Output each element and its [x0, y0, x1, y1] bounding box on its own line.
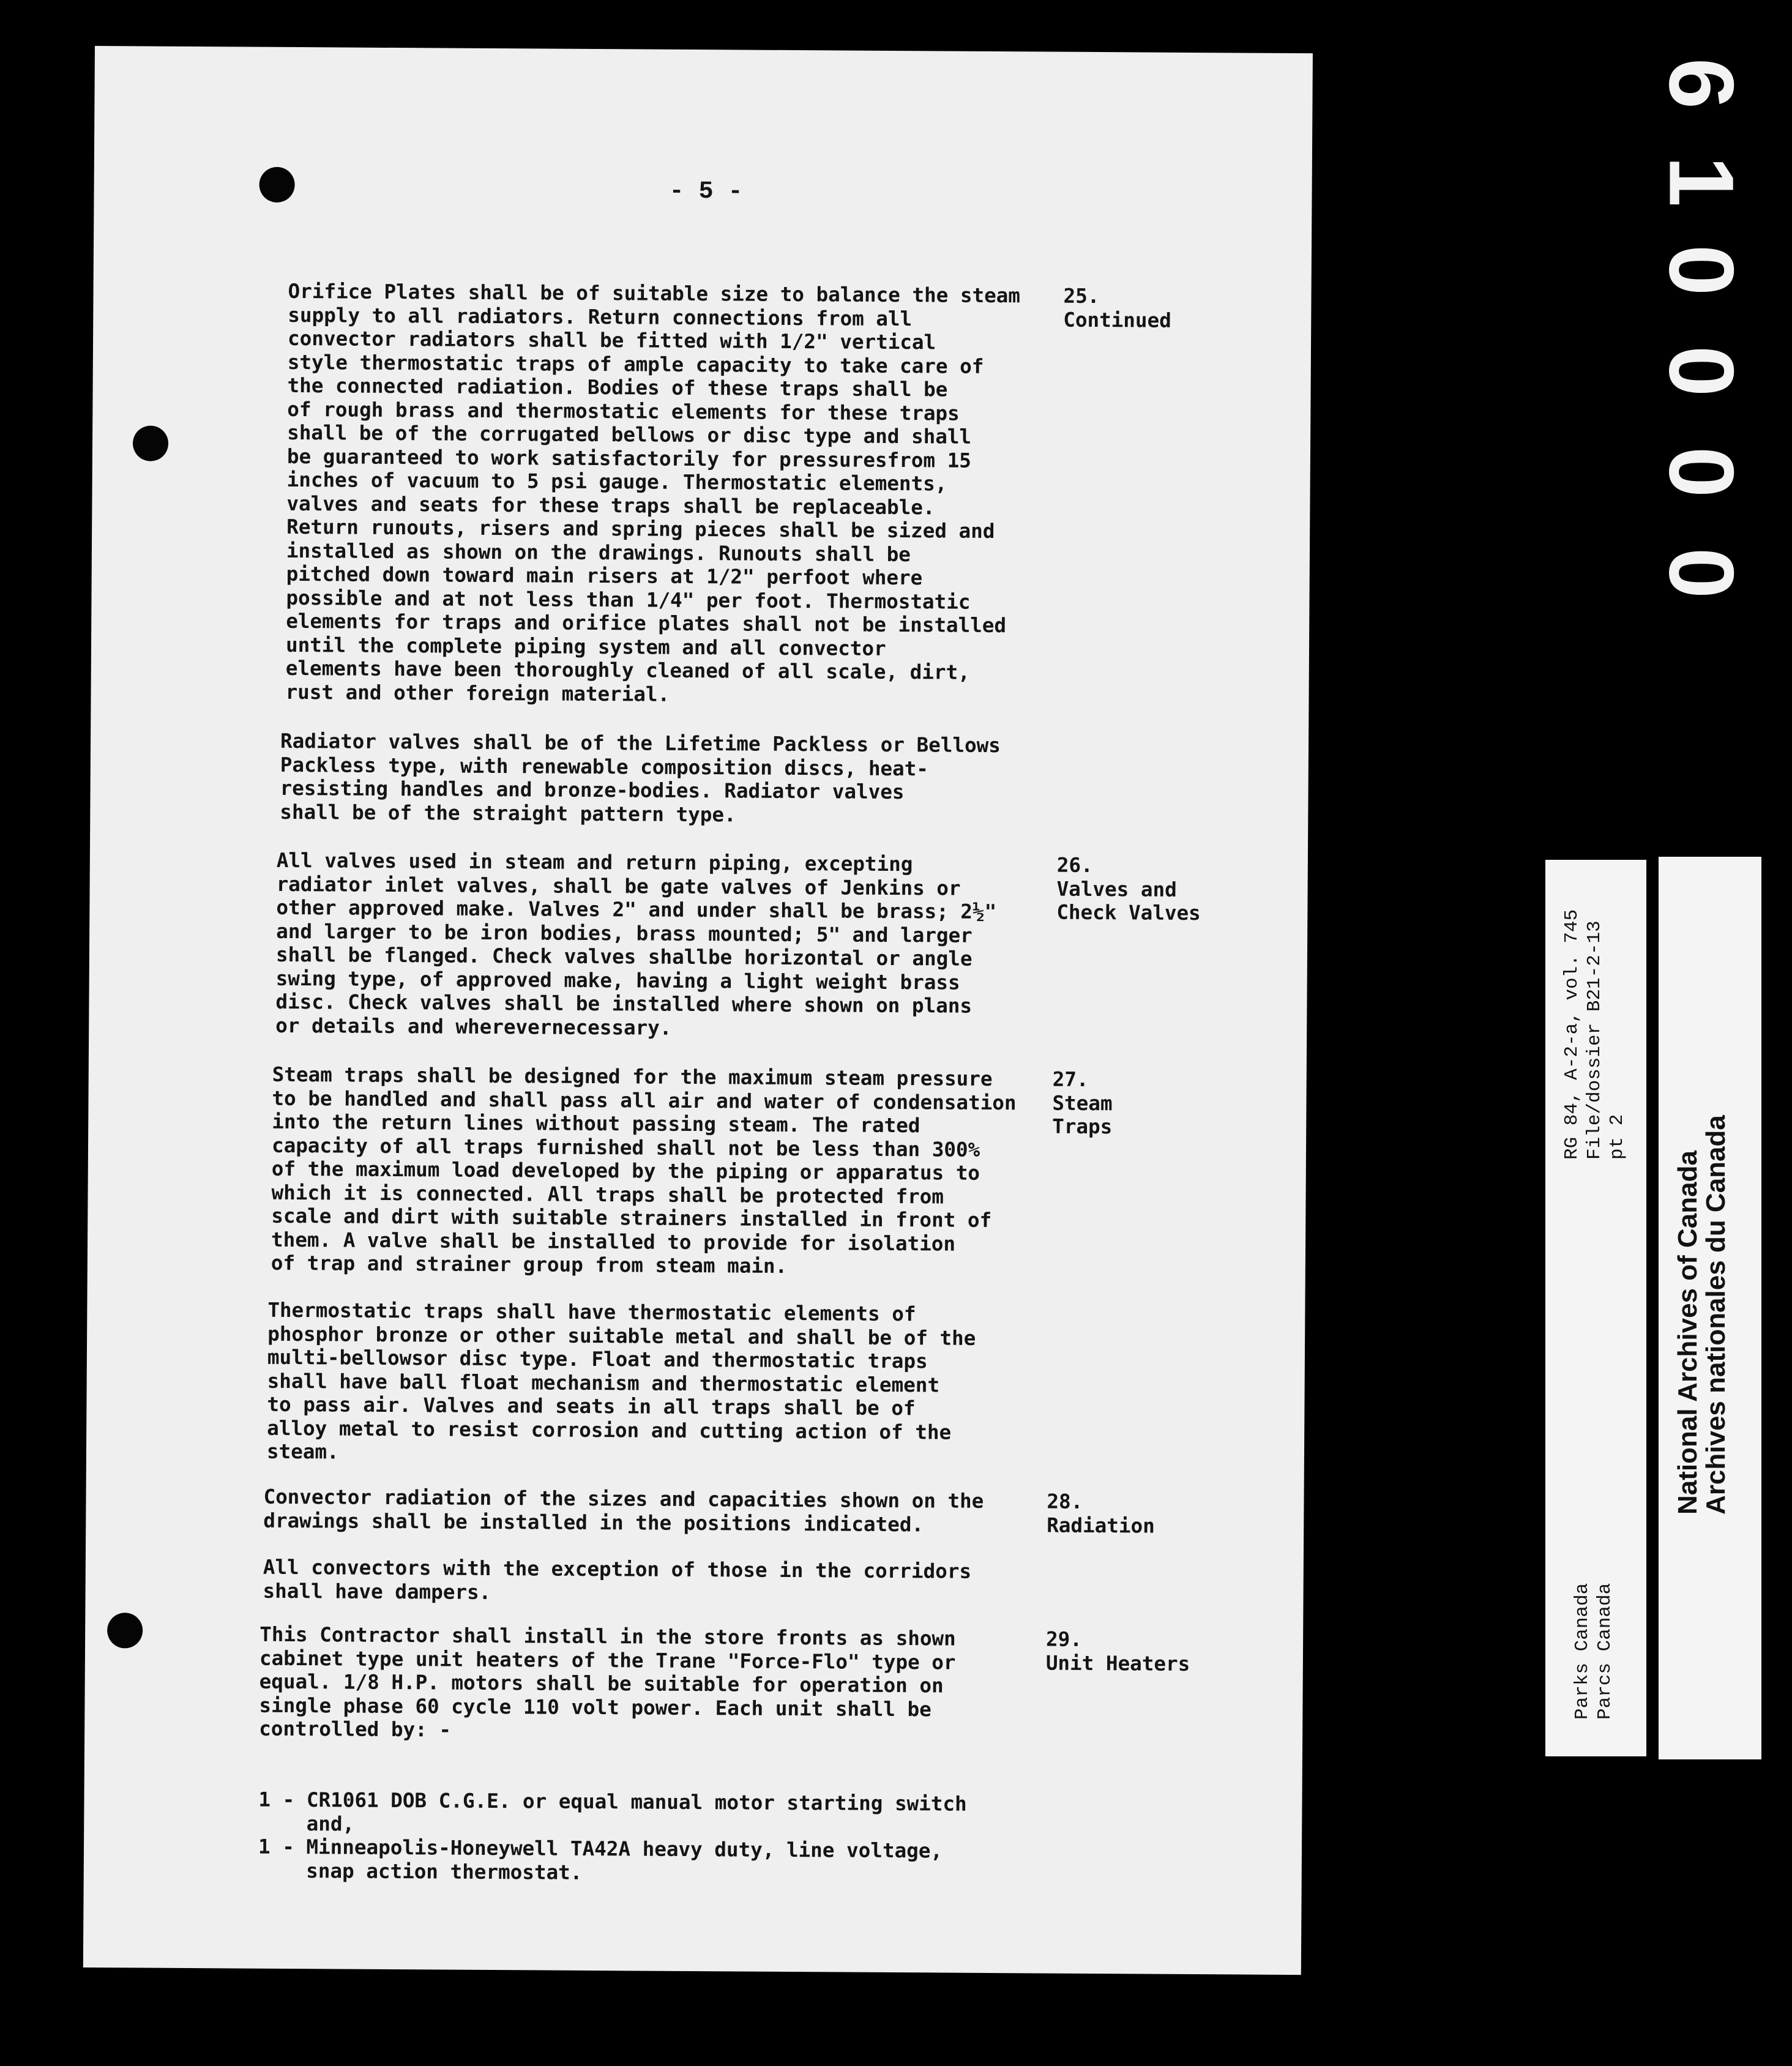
- archive-institution: National Archives of Canada Archives nationales du Canada: [1673, 1115, 1731, 1515]
- archive-source: Parks Canada Parcs Canada: [1572, 1583, 1616, 1720]
- frame-digit: 0: [1650, 244, 1753, 296]
- paragraph-orifice-plates: Orifice Plates shall be of suitable size to balance the steam supply to all radiators. Return connections from all convector radiators shall be fitted with 1/2" vertical style thermostatic traps of ample capacity to take care of the connected radiation. Bodies of these traps shall be of rough brass and thermostatic elements for these traps shall be of the corrugated bellows or disc type and shall be guaranteed to work satisfactorily for pressuresfrom 15 inches of vacuum to 5 psi gauge. Thermostatic elements, valves and seats for these traps shall be replaceable. Return runouts, risers and spring pieces shall be sized and installed as shown on the drawings. Runouts shall be pitched down toward main risers at 1/2" perfoot where possible and at not less than 1/4" per foot. Thermostatic elements for traps and orifice plates shall not be installed until the complete piping system and all convector elements have been thoroughly cleaned of all scale, dirt, rust and other foreign material.: [285, 279, 1021, 706]
- margin-note-29: 29. Unit Heaters: [1045, 1627, 1190, 1676]
- frame-digit: 6: [1650, 58, 1753, 110]
- paragraph-radiator-valves: Radiator valves shall be of the Lifetime Packless or Bellows Packless type, with renewable composition discs, heat- resisting handles and bronze-bodies. Radiator valves shall be of the straight pattern type.: [280, 729, 1001, 826]
- archive-institution-label: [1659, 857, 1761, 1759]
- margin-note-25: 25. Continued: [1063, 284, 1171, 332]
- frame-digit: 0: [1650, 345, 1753, 397]
- punch-hole: [107, 1613, 143, 1648]
- paragraph-thermostatic-traps: Thermostatic traps shall have thermostatic elements of phosphor bronze or other suitable metal and shall be of the multi-bellowsor disc type. Float and thermostatic traps shall have ball float mechanism and thermostatic element to pass air. Valves and seats in all traps shall be of alloy metal to resist corrosion and cutting action of the steam.: [266, 1298, 976, 1464]
- frame-digit: 0: [1650, 446, 1753, 498]
- archive-reference: RG 84, A-2-a, vol. 745 File/dossier B21-2-13 pt 2: [1561, 909, 1628, 1160]
- paragraph-steam-traps: Steam traps shall be designed for the maximum steam pressure to be handled and shall pass all air and water of condensation into the return lines without passing steam. The rated capacity of all traps furnished shall not be less than 300% of the maximum load developed by the piping or apparatus to which it is connected. All traps shall be protected from scale and dirt with suitable strainers installed in front of them. A valve shall be installed to provide for isolation of trap and strainer group from steam main.: [271, 1062, 1017, 1278]
- punch-hole: [133, 425, 168, 461]
- frame-digit: 0: [1650, 547, 1753, 599]
- equipment-list: 1 - CR1061 DOB C.G.E. or equal manual motor starting switch and, 1 - Minneapolis-Honeywell TA42A heavy duty, line voltage, snap action thermostat.: [258, 1788, 967, 1884]
- microfilm-frame-number: [1650, 24, 1753, 612]
- paragraph-unit-heaters: This Contractor shall install in the store fronts as shown cabinet type unit heaters of the Trane "Force-Flo" type or equal. 1/8 H.P. motors shall be suitable for operation on single phase 60 cycle 110 volt power. Each unit shall be controlled by: -: [259, 1622, 956, 1742]
- margin-note-28: 28. Radiation: [1047, 1490, 1155, 1538]
- paragraph-convector-radiation: Convector radiation of the sizes and capacities shown on the drawings shall be installed in the positions indicated.: [263, 1485, 984, 1536]
- document-page: [83, 46, 1313, 1975]
- punch-hole: [259, 167, 294, 203]
- archive-reference-label: [1545, 860, 1646, 1756]
- frame-digit: 1: [1650, 155, 1753, 207]
- margin-note-27: 27. Steam Traps: [1052, 1067, 1113, 1139]
- margin-note-26: 26. Valves and Check Valves: [1056, 853, 1201, 925]
- paragraph-convector-dampers: All convectors with the exception of those in the corridors shall have dampers.: [263, 1555, 972, 1604]
- paragraph-valves: All valves used in steam and return piping, excepting radiator inlet valves, shall be gate valves of Jenkins or other approved make. Valves 2" and under shall be brass; 2½" and larger to be iron bodies, brass mounted; 5" and larger shall be flanged. Check valves shallbe horizontal or angle swing type, of approved make, having a light weight brass disc. Check valves shall be installed where shown on plans or details and wherevernecessary.: [275, 848, 997, 1040]
- page-number: - 5 -: [669, 177, 743, 206]
